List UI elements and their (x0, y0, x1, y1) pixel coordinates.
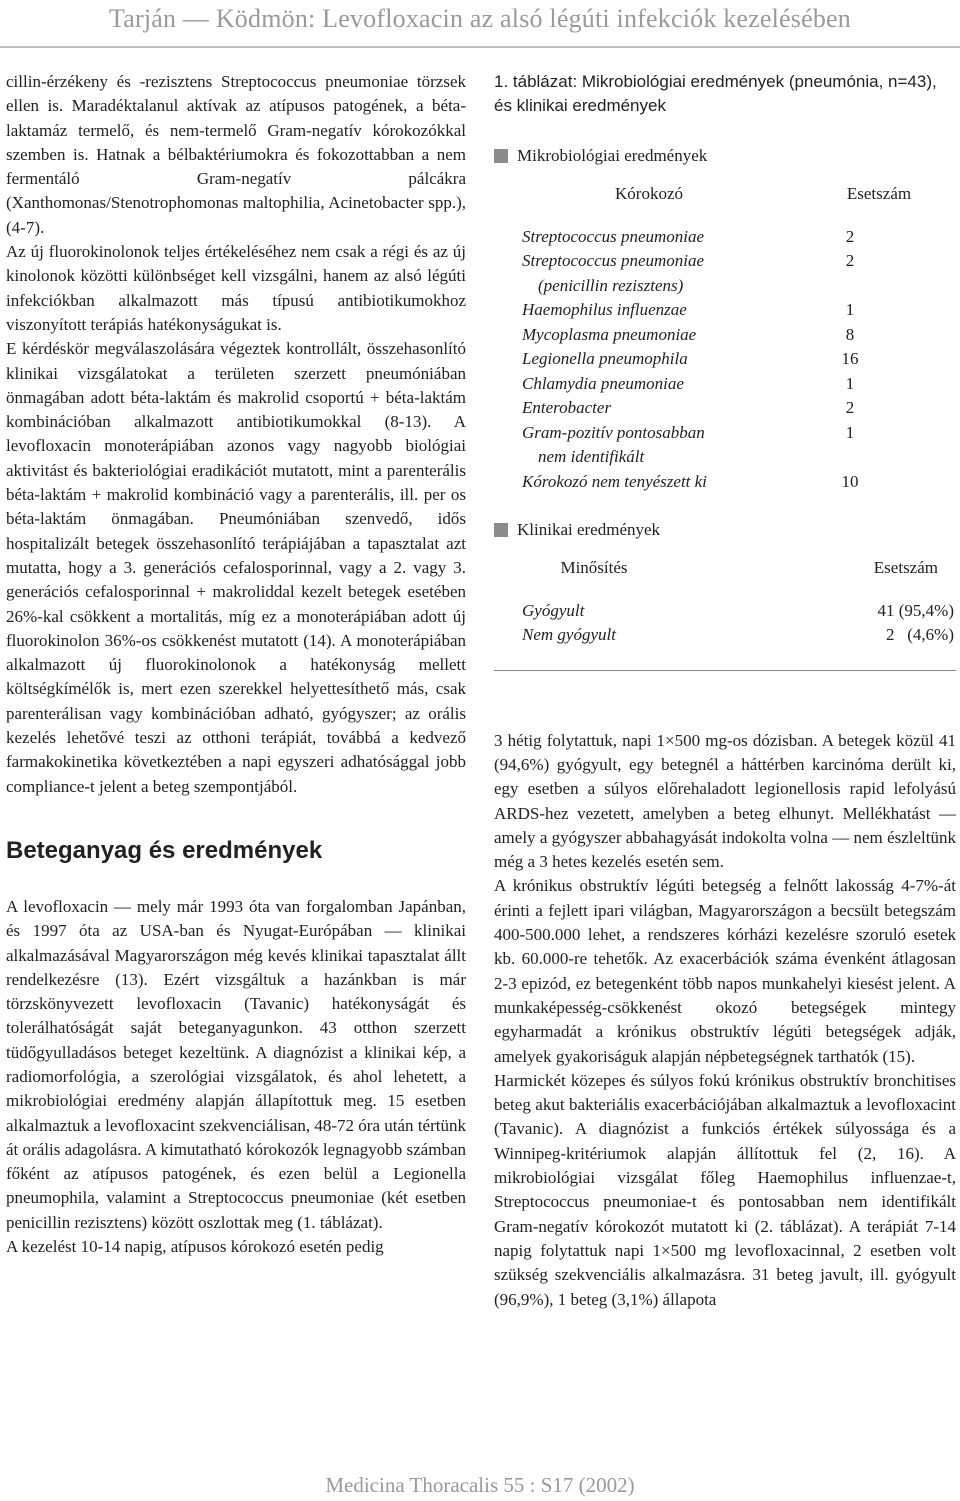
table-row (494, 599, 956, 624)
left-paragraph-5: A kezelést 10-14 napig, atípusos kórokozó esetén pedig (6, 1237, 384, 1257)
table-row (494, 298, 956, 323)
column-header-pathogen: Kórokozó (615, 184, 683, 204)
table-cell-name: Nem gyógyult (522, 625, 616, 645)
table-row (494, 347, 956, 372)
table-cell-name: Chlamydia pneumoniae (522, 373, 684, 393)
left-paragraph-1: cillin-érzékeny és -rezisztens Streptococcus pneumoniae törzsek ellen is. Maradéktalanul aktívak az atípusos patogének, a béta-laktamáz termelő, és nem-termelő Gram-negatív kórokozókkal szemben is. Hatnak a bélbaktériumokra és fokozottabban a nem fermentáló Gram-negatív pálcákra (Xanthomonas/Stenotrophomonas maltophilia, Acinetobacter spp.), (4-7). (6, 72, 466, 237)
table-cell-name: Enterobacter (522, 398, 612, 418)
right-body-text (494, 729, 956, 1312)
table-row (494, 249, 956, 274)
table-header-row (494, 182, 956, 206)
table-cell-name: (penicillin rezisztens) (538, 275, 684, 295)
table-section-label: Klinikai eredmények (517, 520, 661, 540)
table-cell-name: Kórokozó nem tenyészett ki (522, 471, 707, 491)
running-header: Tarján — Ködmön: Levofloxacin az alsó légúti infekciók kezelésében (109, 4, 851, 33)
column-header-cases: Esetszám (846, 184, 912, 204)
table-header-row (494, 556, 956, 580)
table-row (494, 421, 956, 446)
table-cell-count: 10 (841, 471, 859, 491)
table-row (494, 274, 956, 299)
table-cell-name: Gram-pozitív pontosabban (522, 422, 705, 442)
column-header-rating: Minősítés (560, 558, 628, 578)
table-cell-count (824, 445, 876, 470)
table-cell-name: Streptococcus pneumoniae (522, 251, 705, 271)
column-header-cases: Esetszám (873, 558, 938, 578)
table-cell-name: Gyógyult (522, 600, 585, 620)
journal-footer: Medicina Thoracalis 55 : S17 (2002) (325, 1473, 635, 1497)
left-column (6, 70, 466, 1259)
table-cell-name: Streptococcus pneumoniae (522, 226, 705, 246)
right-paragraph-2: A krónikus obstruktív légúti betegség a felnőtt lakosság 4-7%-át érinti a fejlett ipari világban, Magyarországon a becsült betegszám 400-500.000 lehet, a rendszeres kórházi kezelésre szoruló esetek kb. 60.000-re tehetők. Az exacerbációk száma évenként átlagosan 2-3 epizód, ez betegenként több napos munkahelyi kiesést jelent. A munkaképesség-csökkenést okozó betegségek mintegy egyharmadát a krónikus obstruktív légúti betegségek adják, amelyek gyakoriságuk alapján népbetegségnek tarthatók (15). (494, 876, 956, 1066)
table-cell-count: 2 (845, 398, 855, 418)
table-row (494, 445, 956, 470)
table-cell-count: 1 (845, 300, 855, 320)
table-cell-count (824, 274, 876, 299)
table-section-label: Mikrobiológiai eredmények (517, 146, 708, 165)
table-cell-count: 8 (845, 324, 855, 344)
left-paragraph-3: E kérdéskör megválaszolására végeztek kontrollált, összehasonlító klinikai vizsgálatokat a területen szerzett pneumóniában önmagában adott béta-laktám és makrolid csoportú + béta-laktám kombinációban alkalmazott antibiotikumokkal (8-13). A levofloxacin monoterápiában azonos vagy nagyobb biológiai aktivitást és bakteriológiai eradikációt mutatott, mint a parenterális béta-laktám + makrolid kombináció vagy a parenterális, ill. per os béta-laktám önmagában. Pneumóniában szenvedő, idős hospitalizált betegek összehasonlító terápiájában a tapasztalat azt mutatta, hogy a 3. generációs cefalosporinnal, vagy a 2. vagy 3. generációs cefalosporinnal + makroliddal kezelt betegek esetében 26%-kal csökkent a mortalitás, míg ez a monoterápiában adott új fluorokinolon 36%-os csökkenést mutatott (14). A monoterápiában alkalmazott új fluorokinolonok a hatékonyság mellett költségkímélők is, mert ezen szerekkel helyettesíthető más, csak parenterálisan vagy kombinációban adható, gyógyszer; az orális kezelés lehetővé teszi az otthoni terápiát, továbbá a kedvező farmakokinetika következtében a napi egyszeri adhatósággal jobb compliance-t jelent a beteg szempontjából. (6, 339, 466, 796)
square-bullet-icon (494, 523, 508, 537)
table-cell-count: 16 (841, 349, 859, 369)
right-paragraph-3: Harmickét közepes és súlyos fokú krónikus obstruktív bronchitises beteg akut bakteriális exacerbációjában alkalmaztuk a levofloxacint (Tavanic). A diagnózist a funkciós értékek súlyossága és a Winnipeg-kritériumok alapján állítottuk fel (2, 16). A mikrobiológiai vizsgálat főleg Haemophilus influenzae-t, Streptococcus pneumoniae-t és pontosabban nem identifikált Gram-negatív kórokozót mutatott ki (2. táblázat). A terápiát 7-14 napig folytattuk napi 1×500 mg levofloxacinnal, 2 esetben volt szükség szekvenciális alkalmazásra. 31 beteg javult, ill. gyógyult (96,9%), 1 beteg (3,1%) állapota (494, 1070, 956, 1309)
table-cell-count: 41 (95,4%) (877, 600, 954, 620)
table-row (494, 372, 956, 397)
table-row (494, 623, 956, 648)
table-cell-count: 2 (845, 251, 855, 271)
table-cell-count: 1 (845, 373, 855, 393)
table-cell-name: Legionella pneumophila (522, 349, 688, 369)
table-cell-count: 2 (845, 226, 855, 246)
table-section-microbiology (494, 144, 956, 168)
section-heading: Beteganyag és eredmények (6, 836, 323, 864)
table-cell-name: nem identifikált (538, 447, 645, 467)
right-paragraph-1: 3 hétig folytattuk, napi 1×500 mg-os dózisban. A betegek közül 41 (94,6%) gyógyult, egy betegnél a háttérben karcinóma derült ki, egy esetben a súlyos előrehaladott legionellosis rapid lefolyású ARDS-hez vezetett, amelyben a beteg elhunyt. Mellékhatást — amely a gyógyszer abbahagyását indokolta volna — nem észleltünk még a 3 hetes kezelés esetén sem. (494, 730, 956, 872)
table-cell-name: Mycoplasma pneumoniae (522, 324, 697, 344)
table-cell-count: 2 (4,6%) (886, 625, 954, 645)
table-row (494, 323, 956, 348)
left-paragraph-2: Az új fluorokinolonok teljes értékeléséhez nem csak a régi és az új kinolonok közötti különbséget kell vizsgálni, hanem az alsó légúti infekciókban alkalmazott más típusú antibiotikumokhoz viszonyított terápiás hatékonyságukat is. (6, 242, 466, 334)
table-section-clinical (494, 518, 956, 542)
table-body-clinical (494, 599, 956, 648)
left-paragraph-4: A levofloxacin — mely már 1993 óta van forgalomban Japánban, és 1997 óta az USA-ban és Nyugat-Európában — klinikai alkalmazásával Magyarországon még kevés klinikai tapasztalat állt rendelkezésre (13). Ezért vizsgáltuk a hazánkban is már törzskönyvezett levofloxacin (Tavanic) hatékonyságát és tolerálhatóságát saját beteganyagunkon. 43 otthon szerzett tüdőgyulladásos beteget kezeltünk. A diagnózist a klinikai kép, a radiomorfológia, a szerológiai vizsgálatok, és ahol lehetett, a mikrobiológiai eredmény alapján állapítottuk meg. 15 esetben alkalmaztuk a levofloxacint szekvenciálisan, 48-72 óra után tértünk át orális adagolásra. A kimutatható kórokozók legnagyobb számban főként az atípusos patogének, és ezen belül a Legionella pneumophila, valamint a Streptococcus pneumoniae (két esetben penicillin rezisztens) között oszlottak meg (1. táblázat). (6, 896, 466, 1232)
table-bottom-rule (494, 670, 956, 671)
table-body-microbiology (494, 225, 956, 495)
table-row (494, 396, 956, 421)
square-bullet-icon (494, 149, 508, 163)
table-row (494, 225, 956, 250)
table-cell-count: 1 (845, 422, 855, 442)
table-cell-name: Haemophilus influenzae (522, 300, 687, 320)
table-row (494, 470, 956, 495)
table-title: 1. táblázat: Mikrobiológiai eredmények (pneumónia, n=43), és klinikai eredmények (494, 72, 937, 115)
header-rule (0, 46, 960, 48)
right-column (494, 70, 956, 1312)
